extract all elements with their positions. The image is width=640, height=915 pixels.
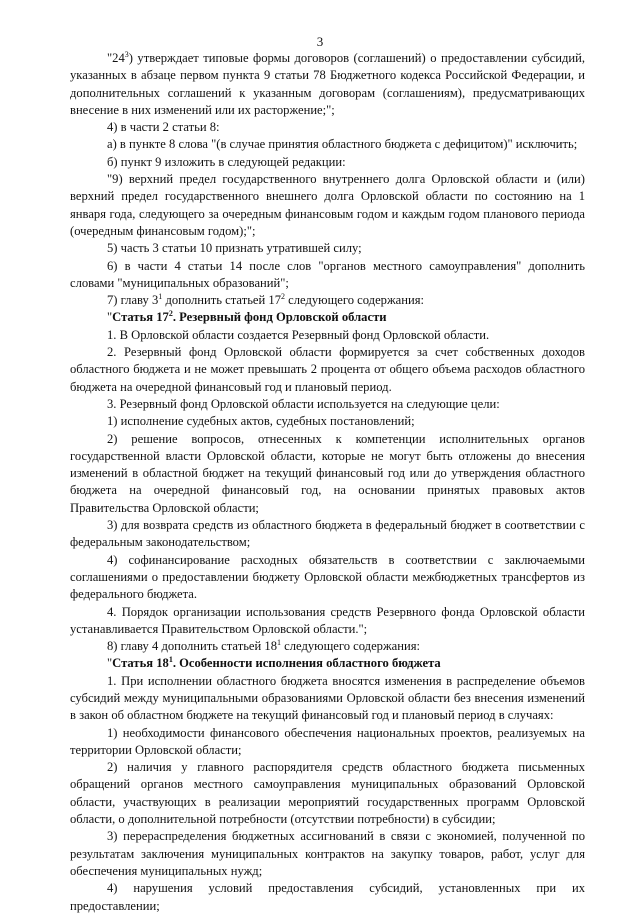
article-heading	[70, 655, 585, 672]
text-run: ) утверждает типовые формы договоров (соглашений) о предоставлении субсидий, указанных в абзаце первом пункта 9 статьи 78 Бюджетного кодекса Российской Федерации, и дополнительных соглашений к указанным договорам (соглашениям), предусматривающих внесение в них изменений или их расторжение;";	[70, 51, 585, 117]
text-run: 4) в части 2 статьи 8:	[107, 120, 220, 135]
paragraph	[70, 725, 585, 760]
paragraph	[70, 431, 585, 517]
paragraph	[70, 673, 585, 725]
paragraph	[70, 344, 585, 396]
document-body	[70, 50, 585, 915]
text-run: 2) наличия у главного распорядителя средств областного бюджета письменных обращений органов местного самоуправления муниципальных образований Орловской области, участвующих в реализации мероприятий государственных программ Орловской области, о дополнительной потребности (отсутствии потребности) в субсидии;	[70, 760, 585, 827]
text-run: дополнить статьей 17	[162, 293, 282, 308]
paragraph	[70, 396, 585, 413]
text-run: 4. Порядок организации использования средств Резервного фонда Орловской области устанавливается Правительством Орловской области.";	[70, 604, 585, 636]
text-run: а) в пункте 8 слова "(в случае принятия областного бюджета с дефицитом)" исключить;	[107, 137, 578, 152]
text-run: 1) необходимости финансового обеспечения национальных проектов, реализуемых на территории Орловской области;	[70, 725, 585, 757]
text-run: "	[107, 310, 113, 325]
text-run: 8) главу 4 дополнить статьей 18	[107, 639, 278, 654]
text-run: 2) решение вопросов, отнесенных к компетенции исполнительных органов государственной власти Орловской области, которые не могут быть отложены до внесения изменений в областной бюджет на текущий финансовый год или до утверждения областного бюджета на очередной финансовый год, на основании принятых правовых актов Правительства Орловской области;	[70, 431, 585, 515]
paragraph	[70, 759, 585, 828]
text-run: 3) для возврата средств из областного бюджета в федеральный бюджет в соответствии с федеральным законодательством;	[70, 518, 585, 550]
paragraph	[70, 240, 585, 257]
superscript: 1	[158, 292, 163, 302]
text-run: 4) нарушения условий предоставления субсидий, установленных при их предоставлении;	[70, 881, 585, 913]
bold-text: . Резервный фонд Орловской области	[172, 310, 387, 325]
text-run: 3. Резервный фонд Орловской области используется на следующие цели:	[107, 396, 500, 411]
text-run: 3) перераспределения бюджетных ассигнований в связи с экономией, полученной по результатам заключения муниципальных контрактов на закупку товаров, работ, услуг для обеспечения муниципальных нужд;	[70, 829, 585, 878]
paragraph	[70, 604, 585, 639]
text-run: 6) в части 4 статьи 14 после слов "органов местного самоуправления" дополнить словами "муниципальных образований";	[70, 258, 585, 290]
text-run: 1. При исполнении областного бюджета вносятся изменения в распределение объемов субсидий между муниципальными образованиями Орловской области без внесения изменений в закон об областном бюджете на текущий финансовый год и плановый период в случаях:	[70, 673, 585, 723]
bold-text: . Особенности исполнения областного бюджета	[172, 656, 441, 671]
text-run: "	[107, 656, 113, 671]
text-run: 2. Резервный фонд Орловской области формируется за счет собственных доходов областного бюджета и не может превышать 2 процента от общего объема расходов областного бюджета на очередной финансовый год и плановый период.	[70, 345, 585, 394]
paragraph	[70, 552, 585, 604]
paragraph	[70, 517, 585, 552]
paragraph	[70, 413, 585, 430]
superscript: 3	[124, 50, 129, 59]
text-run: б) пункт 9 изложить в следующей редакции:	[107, 154, 346, 169]
paragraph	[70, 880, 585, 915]
paragraph	[70, 136, 585, 153]
superscript: 1	[277, 638, 282, 648]
text-run: 1. В Орловской области создается Резервный фонд Орловской области.	[107, 327, 490, 342]
paragraph	[70, 292, 585, 309]
paragraph	[70, 638, 585, 655]
text-run: 1) исполнение судебных актов, судебных постановлений;	[107, 414, 415, 429]
bold-text: Статья 17	[112, 310, 169, 325]
bold-text: Статья 18	[112, 656, 169, 671]
text-run: следующего содержания:	[281, 639, 421, 654]
paragraph	[70, 171, 585, 240]
text-run: "9) верхний предел государственного внутреннего долга Орловской области и (или) верхний предел государственного внешнего долга Орловской области по состоянию на 1 января года, следующего за очередным финансовым годом и каждым годом планового периода (очередным финансовым годом);";	[70, 172, 585, 238]
page-number: 3	[316, 34, 324, 49]
bold-superscript: 2	[168, 309, 173, 319]
text-run: следующего содержания:	[285, 293, 425, 308]
article-heading	[70, 309, 585, 326]
bold-superscript: 1	[168, 655, 173, 665]
paragraph	[70, 258, 585, 293]
paragraph	[70, 327, 585, 344]
text-run: "24	[107, 51, 125, 65]
text-run: 7) главу 3	[107, 293, 159, 308]
paragraph	[70, 154, 585, 171]
paragraph	[70, 828, 585, 880]
text-run: 5) часть 3 статьи 10 признать утратившей силу;	[107, 241, 362, 256]
paragraph	[70, 50, 585, 119]
text-run: 4) софинансирование расходных обязательств в соответствии с заключаемыми соглашениями о предоставлении бюджету Орловской области межбюджетных трансфертов из федерального бюджета.	[70, 552, 585, 602]
superscript: 2	[281, 292, 286, 302]
paragraph	[70, 119, 585, 136]
